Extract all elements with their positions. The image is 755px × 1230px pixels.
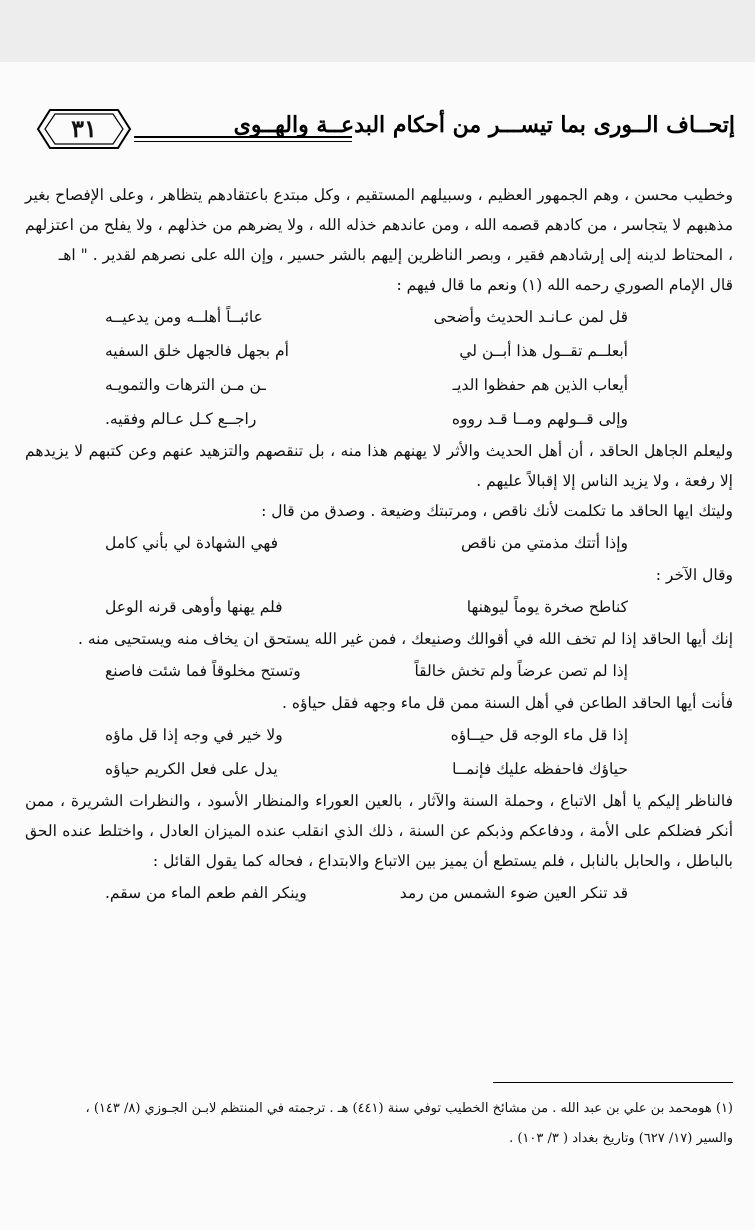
paragraph: وليتك ايها الحاقد ما تكلمت لأنك ناقص ، ومرتبتك وضيعة . وصدق من قال : <box>261 502 733 520</box>
paragraph: إنك أيها الحاقد إذا لم تخف الله في أقوالك وصنيعك ، فمن غير الله يستحق ان يخاف منه ويستحيى منه . <box>77 630 733 648</box>
verse-second-hemistich: ولا خير في وجه إذا قل ماؤه <box>105 726 283 744</box>
verse-second-hemistich: عائبــاً أهلــه ومن يدعيــه <box>105 308 263 326</box>
paragraph: وليعلم الجاهل الحاقد ، أن أهل الحديث والأثر لا يهنهم هذا منه ، بل تنقصهم والتزهيد عنهم وعن كتبهم لا يزيدهم إلا رفعة ، ولا يزيد الناس إلا إقبالاً عليهم . <box>25 442 733 490</box>
page-number-badge <box>36 106 132 152</box>
paragraph: وخطيب محسن ، وهم الجمهور العظيم ، وسبيلهم المستقيم ، وكل مبتدع باعتقادهم يتظاهر ، وعلى الإفصاح بغير مذهبهم لا يتجاسر ، من كادهم قصمه الله ، ومن عاندهم خذله الله ، ولا يضرهم من خذلهم ، ولا يفلح من اعتزلهم ، المحتاط لدينه إلى إرشادهم فقير ، وبصر الناظرين إليهم بالشر حسير ، وإن الله على نصرهم لقدير . " اهـ <box>25 186 733 264</box>
verse-second-hemistich: فهي الشهادة لي بأني كامل <box>105 534 278 552</box>
verse-first-hemistich: وإلى قــولهم ومــا قـد رووه <box>451 410 628 428</box>
scan-top-margin <box>0 0 755 62</box>
verse-second-hemistich: وتستح مخلوقاً فما شئت فاصنع <box>105 662 301 680</box>
verse-line <box>25 876 733 910</box>
verse-line <box>25 752 733 786</box>
verse-first-hemistich: أبعلــم تقــول هذا أبــن لي <box>459 342 628 360</box>
book-title: إتحــاف الــورى بما تيســـر من أحكام البدعــة والهــوى <box>233 112 735 138</box>
page-header <box>30 102 735 154</box>
verse-first-hemistich: قل لمن عـانـد الحديث وأضحى <box>433 308 628 326</box>
verse-line <box>25 300 733 334</box>
verse-first-hemistich: كناطح صخرة يوماً ليوهنها <box>466 598 628 616</box>
verse-second-hemistich: ـن مـن الترهات والتمويـه <box>105 376 266 394</box>
footnotes <box>18 1094 733 1154</box>
verse-second-hemistich: أم بجهل فالجهل خلق السفيه <box>105 342 289 360</box>
verse-second-hemistich: يدل على فعل الكريم حياؤه <box>105 760 278 778</box>
footnote-line: والسير (١٧/ ٦٢٧) وتاريخ بغداد ( ٣/ ١٠٣) . <box>509 1131 733 1146</box>
verse-line <box>25 526 733 560</box>
verse-line <box>25 590 733 624</box>
header-rule <box>134 136 352 142</box>
verse-first-hemistich: قد تنكر العين ضوء الشمس من رمد <box>399 884 628 902</box>
verse-first-hemistich: أيعاب الذين هم حفظوا الديـ <box>452 376 628 394</box>
verse-second-hemistich: فلم يهنها وأوهى قرنه الوعل <box>105 598 283 616</box>
paragraph: قال الإمام الصوري رحمه الله (١) ونعم ما قال فيهم : <box>396 276 733 294</box>
verse-first-hemistich: حياؤك فاحفظه عليك فإنمــا <box>452 760 628 778</box>
verse-line <box>25 334 733 368</box>
paragraph: فالناظر إليكم يا أهل الاتباع ، وحملة السنة والآثار ، بالعين العوراء والمنظار الأسود ، والنظرات الشريرة ، ممن أنكر فضلكم على الأمة ، ودفاعكم وذبكم عن السنة ، ذلك الذي انقلب عنده الميزان العادل ، واختلط عنده الحق بالباطل ، والحابل بالنابل ، فلم يستطع أن يميز بين الاتباع والابتداع ، فحاله كما يقول القائل : <box>25 792 733 870</box>
verse-first-hemistich: إذا لم تصن عرضاً ولم تخش خالقاً <box>414 662 628 680</box>
footnote-separator <box>493 1082 733 1083</box>
paragraph: وقال الآخر : <box>655 566 733 584</box>
verse-line <box>25 718 733 752</box>
footnote-line: (١) هومحمد بن علي بن عبد الله . من مشائخ الخطيب توفي سنة (٤٤١) هـ . ترجمته في المنتظم لابـن الجـوزي (٨/ ١٤٣) ، <box>85 1101 733 1116</box>
paragraph: فأنت أيها الحاقد الطاعن في أهل السنة ممن قل ماء وجهه فقل حياؤه . <box>282 694 733 712</box>
verse-first-hemistich: إذا قل ماء الوجه قل حيــاؤه <box>450 726 628 744</box>
verse-line <box>25 368 733 402</box>
verse-line <box>25 402 733 436</box>
page-number: ٣١ <box>71 114 97 143</box>
verse-second-hemistich: وينكر الفم طعم الماء من سقم. <box>105 884 307 902</box>
main-text <box>25 180 733 910</box>
verse-second-hemistich: راجــع كـل عـالم وفقيه. <box>105 410 257 428</box>
verse-first-hemistich: وإذا أتتك مذمتي من ناقص <box>461 534 628 552</box>
verse-line <box>25 654 733 688</box>
